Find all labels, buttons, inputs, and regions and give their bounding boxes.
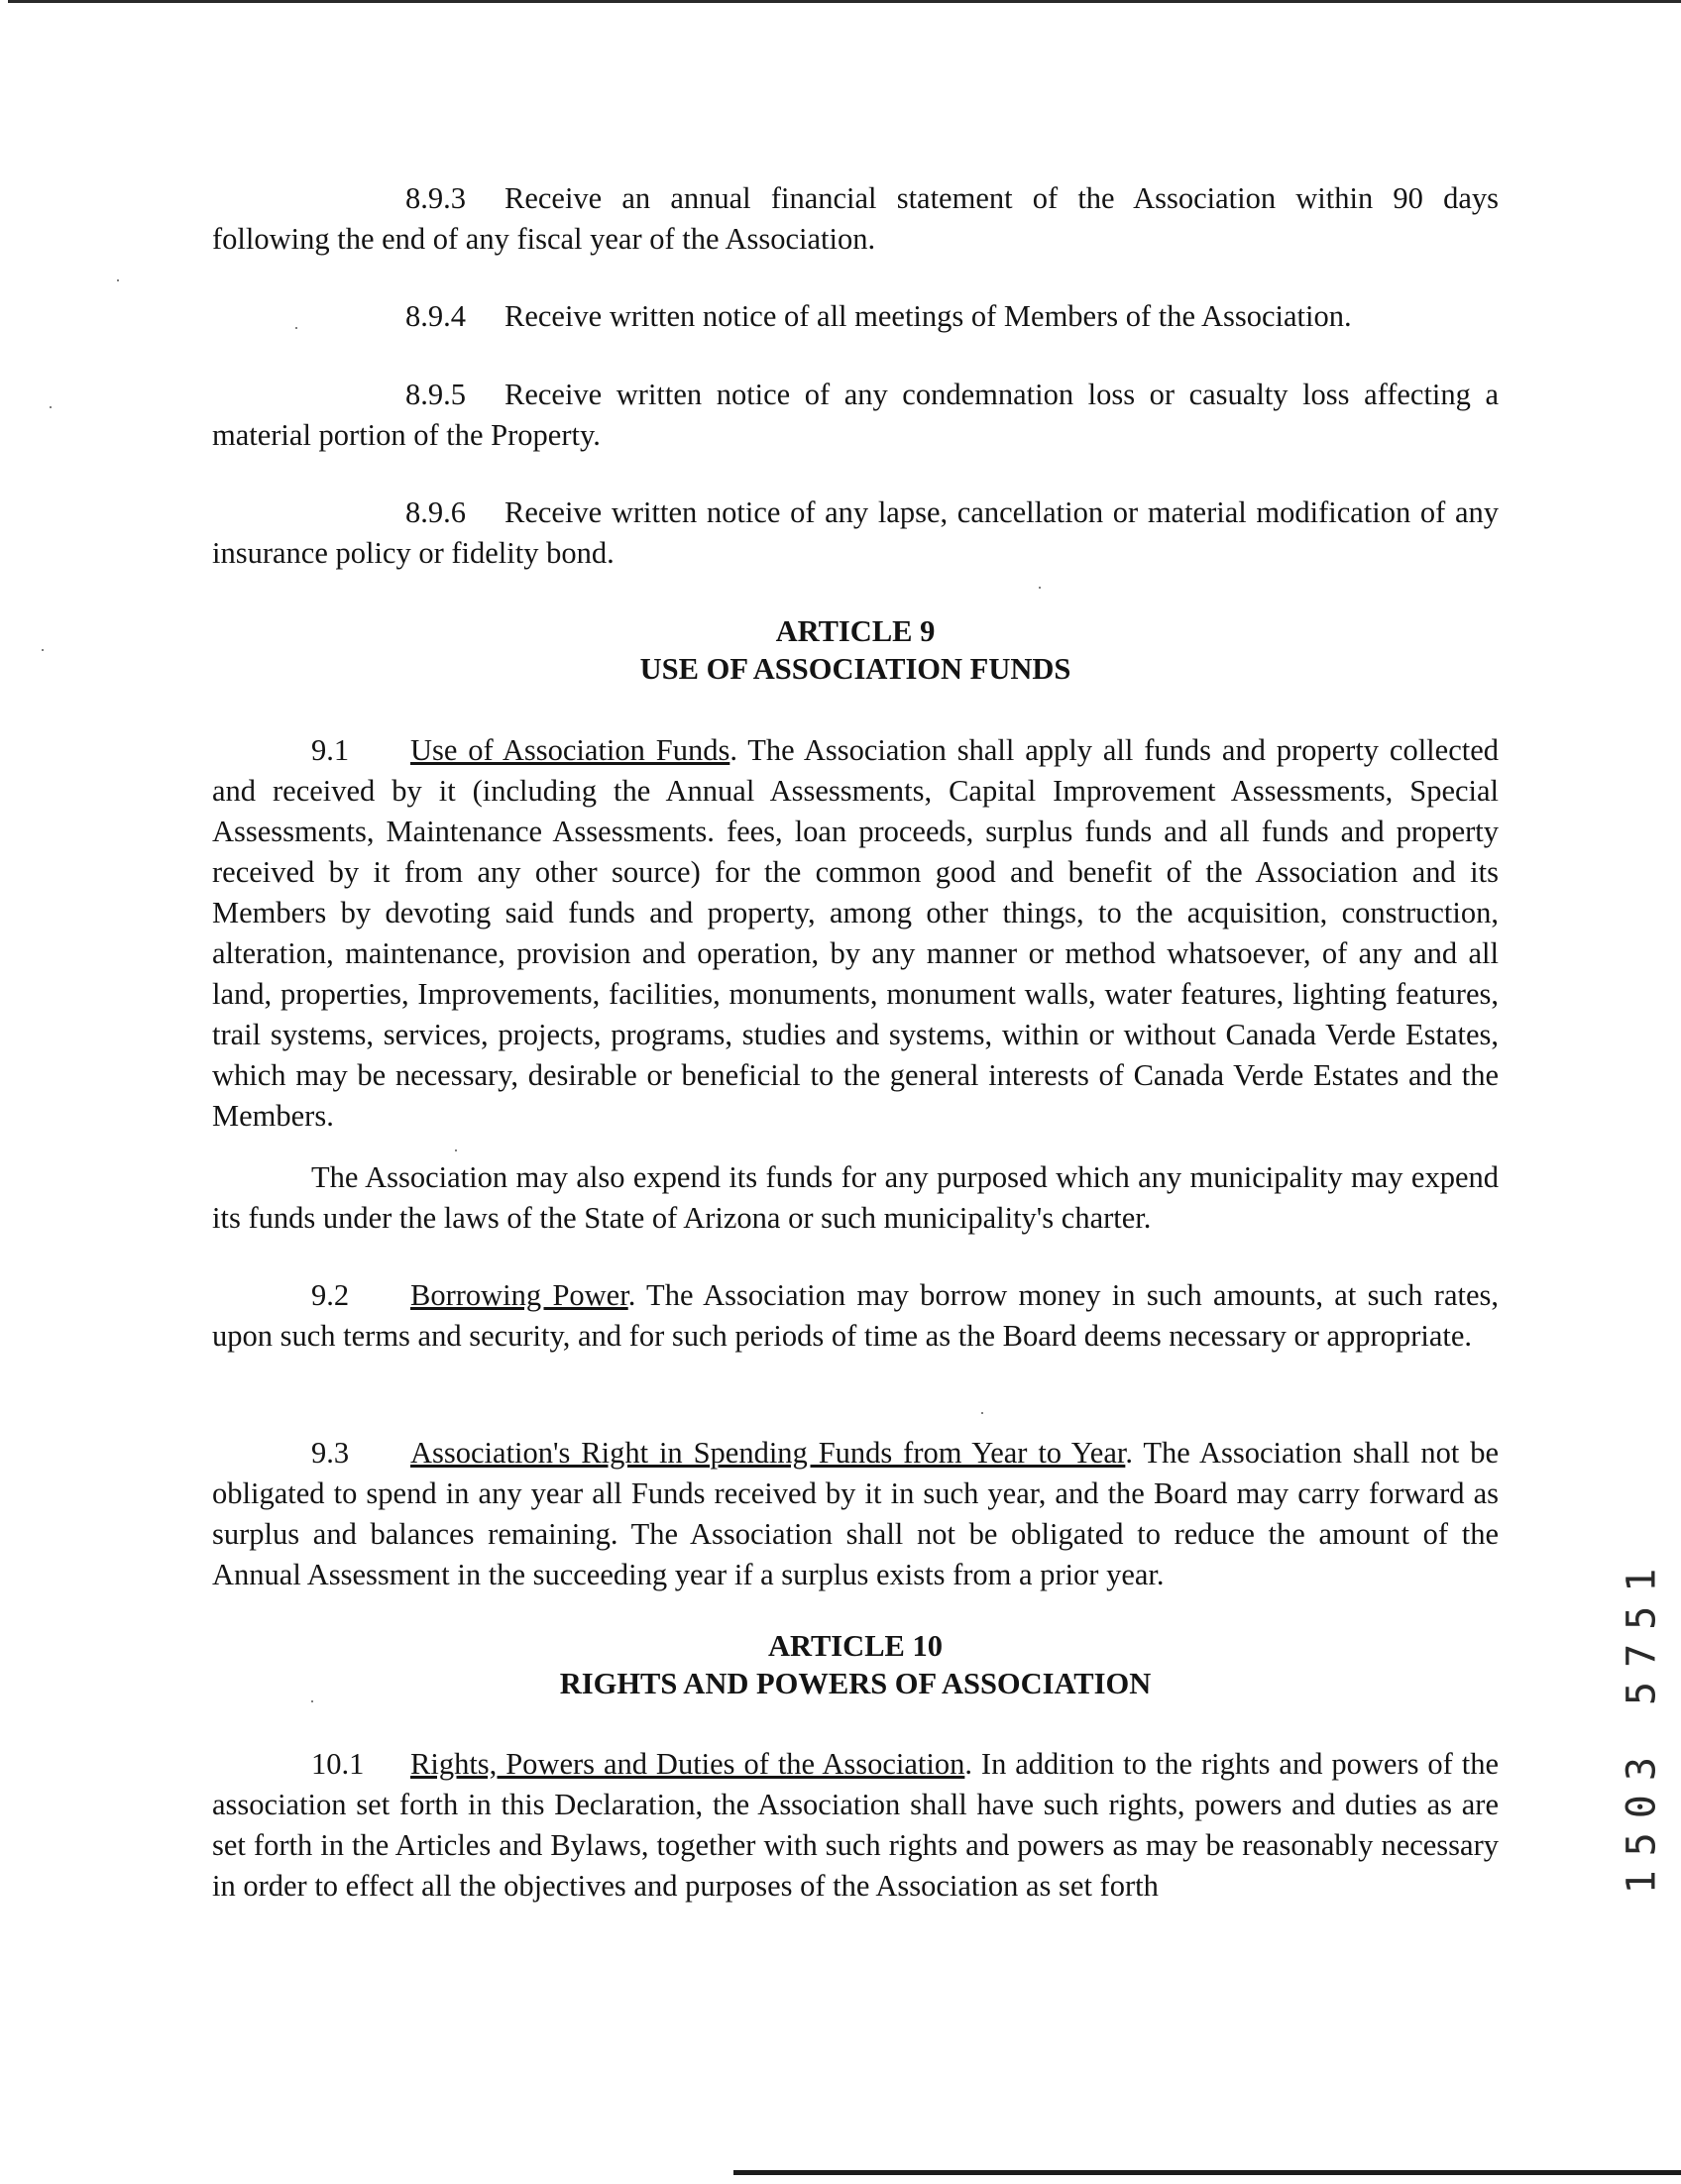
section-number: 8.9.5 <box>405 378 466 411</box>
section-9-1 <box>212 730 1499 1137</box>
margin-stamp <box>1619 1554 1664 1895</box>
section-number: 8.9.6 <box>405 495 466 529</box>
section-text: Receive an annual financial statement of the Association within 90 days following the end of any fiscal year of the Association. <box>212 181 1499 256</box>
scan-speck <box>117 279 119 281</box>
section-9-1-continued <box>212 1157 1499 1239</box>
scan-speck <box>42 649 44 651</box>
paragraph-text: The Association may also expend its funds for any purposed which any municipality may expend its funds under the laws of the State of Arizona or such municipality's charter. <box>212 1160 1499 1235</box>
scan-speck <box>295 327 297 329</box>
section-8-9-6 <box>212 492 1499 574</box>
section-text: . The Association may borrow money in such amounts, at such rates, upon such terms and security, and for such periods of time as the Board deems necessary or appropriate. <box>212 1278 1499 1353</box>
section-title: Borrowing Power <box>410 1278 628 1312</box>
section-10-1 <box>212 1744 1499 1907</box>
section-title: Use of Association Funds <box>410 733 730 767</box>
section-9-3 <box>212 1433 1499 1595</box>
article-10-heading <box>212 1627 1499 1702</box>
article-label: ARTICLE 9 <box>775 614 936 648</box>
scan-speck <box>311 1700 313 1702</box>
section-number: 9.1 <box>311 733 350 767</box>
article-label: ARTICLE 10 <box>767 1629 944 1663</box>
article-title: RIGHTS AND POWERS OF ASSOCIATION <box>559 1667 1152 1700</box>
section-number: 8.9.3 <box>405 181 466 215</box>
section-number: 9.3 <box>311 1436 350 1470</box>
section-text: . In addition to the rights and powers of the association set forth in this Declaration, the Association shall have such rights, powers and duties as are set forth in the Articles and Bylaws, together with such rights and powers as may be reasonably necessary in order to effect all the objectives and purposes of the Association as set forth <box>212 1747 1499 1903</box>
article-title: USE OF ASSOCIATION FUNDS <box>639 652 1071 686</box>
scan-speck <box>1039 587 1041 589</box>
section-8-9-5 <box>212 375 1499 456</box>
section-8-9-4 <box>212 296 1499 337</box>
section-text: Receive written notice of all meetings of Members of the Association. <box>504 299 1352 333</box>
section-text: . The Association shall not be obligated to spend in any year all Funds received by it in such year, and the Board may carry forward as surplus and balances remaining. The Association shall not be obligated to reduce the amount of the Annual Assessment in the succeeding year if a surplus exists from a prior year. <box>212 1436 1500 1591</box>
section-text: Receive written notice of any condemnation loss or casualty loss affecting a material portion of the Property. <box>212 378 1499 452</box>
section-title: Rights, Powers and Duties of the Association <box>410 1747 965 1781</box>
scan-speck <box>50 406 52 408</box>
margin-stamp-text: 1503 5751 <box>1619 1554 1664 1895</box>
top-border-line <box>8 0 1681 3</box>
article-9-heading <box>212 612 1499 688</box>
section-number: 8.9.4 <box>405 299 466 333</box>
scan-speck <box>455 1149 457 1151</box>
section-9-2 <box>212 1275 1499 1357</box>
section-8-9-3 <box>212 178 1499 260</box>
section-number: 10.1 <box>311 1747 365 1781</box>
scan-speck <box>981 1412 983 1414</box>
section-text: . The Association shall apply all funds and property collected and received by it (including the Annual Assessments, Capital Improvement Assessments, Special Assessments, Maintenance Assessments. fees, loan proceeds, surplus funds and all funds and property received by it from any other source) for the common good and benefit of the Association and its Members by devoting said funds and property, among other things, to the acquisition, construction, alteration, maintenance, provision and operation, by any manner or method whatsoever, of any and all land, properties, Improvements, facilities, monuments, monument walls, water features, lighting features, trail systems, services, projects, programs, studies and systems, within or without Canada Verde Estates, which may be necessary, desirable or beneficial to the general interests of Canada Verde Estates and the Members. <box>212 733 1499 1133</box>
section-title: Association's Right in Spending Funds from Year to Year <box>410 1436 1126 1470</box>
section-text: Receive written notice of any lapse, cancellation or material modification of any insurance policy or fidelity bond. <box>212 495 1499 570</box>
bottom-border-line <box>733 2170 1681 2175</box>
section-number: 9.2 <box>311 1278 350 1312</box>
